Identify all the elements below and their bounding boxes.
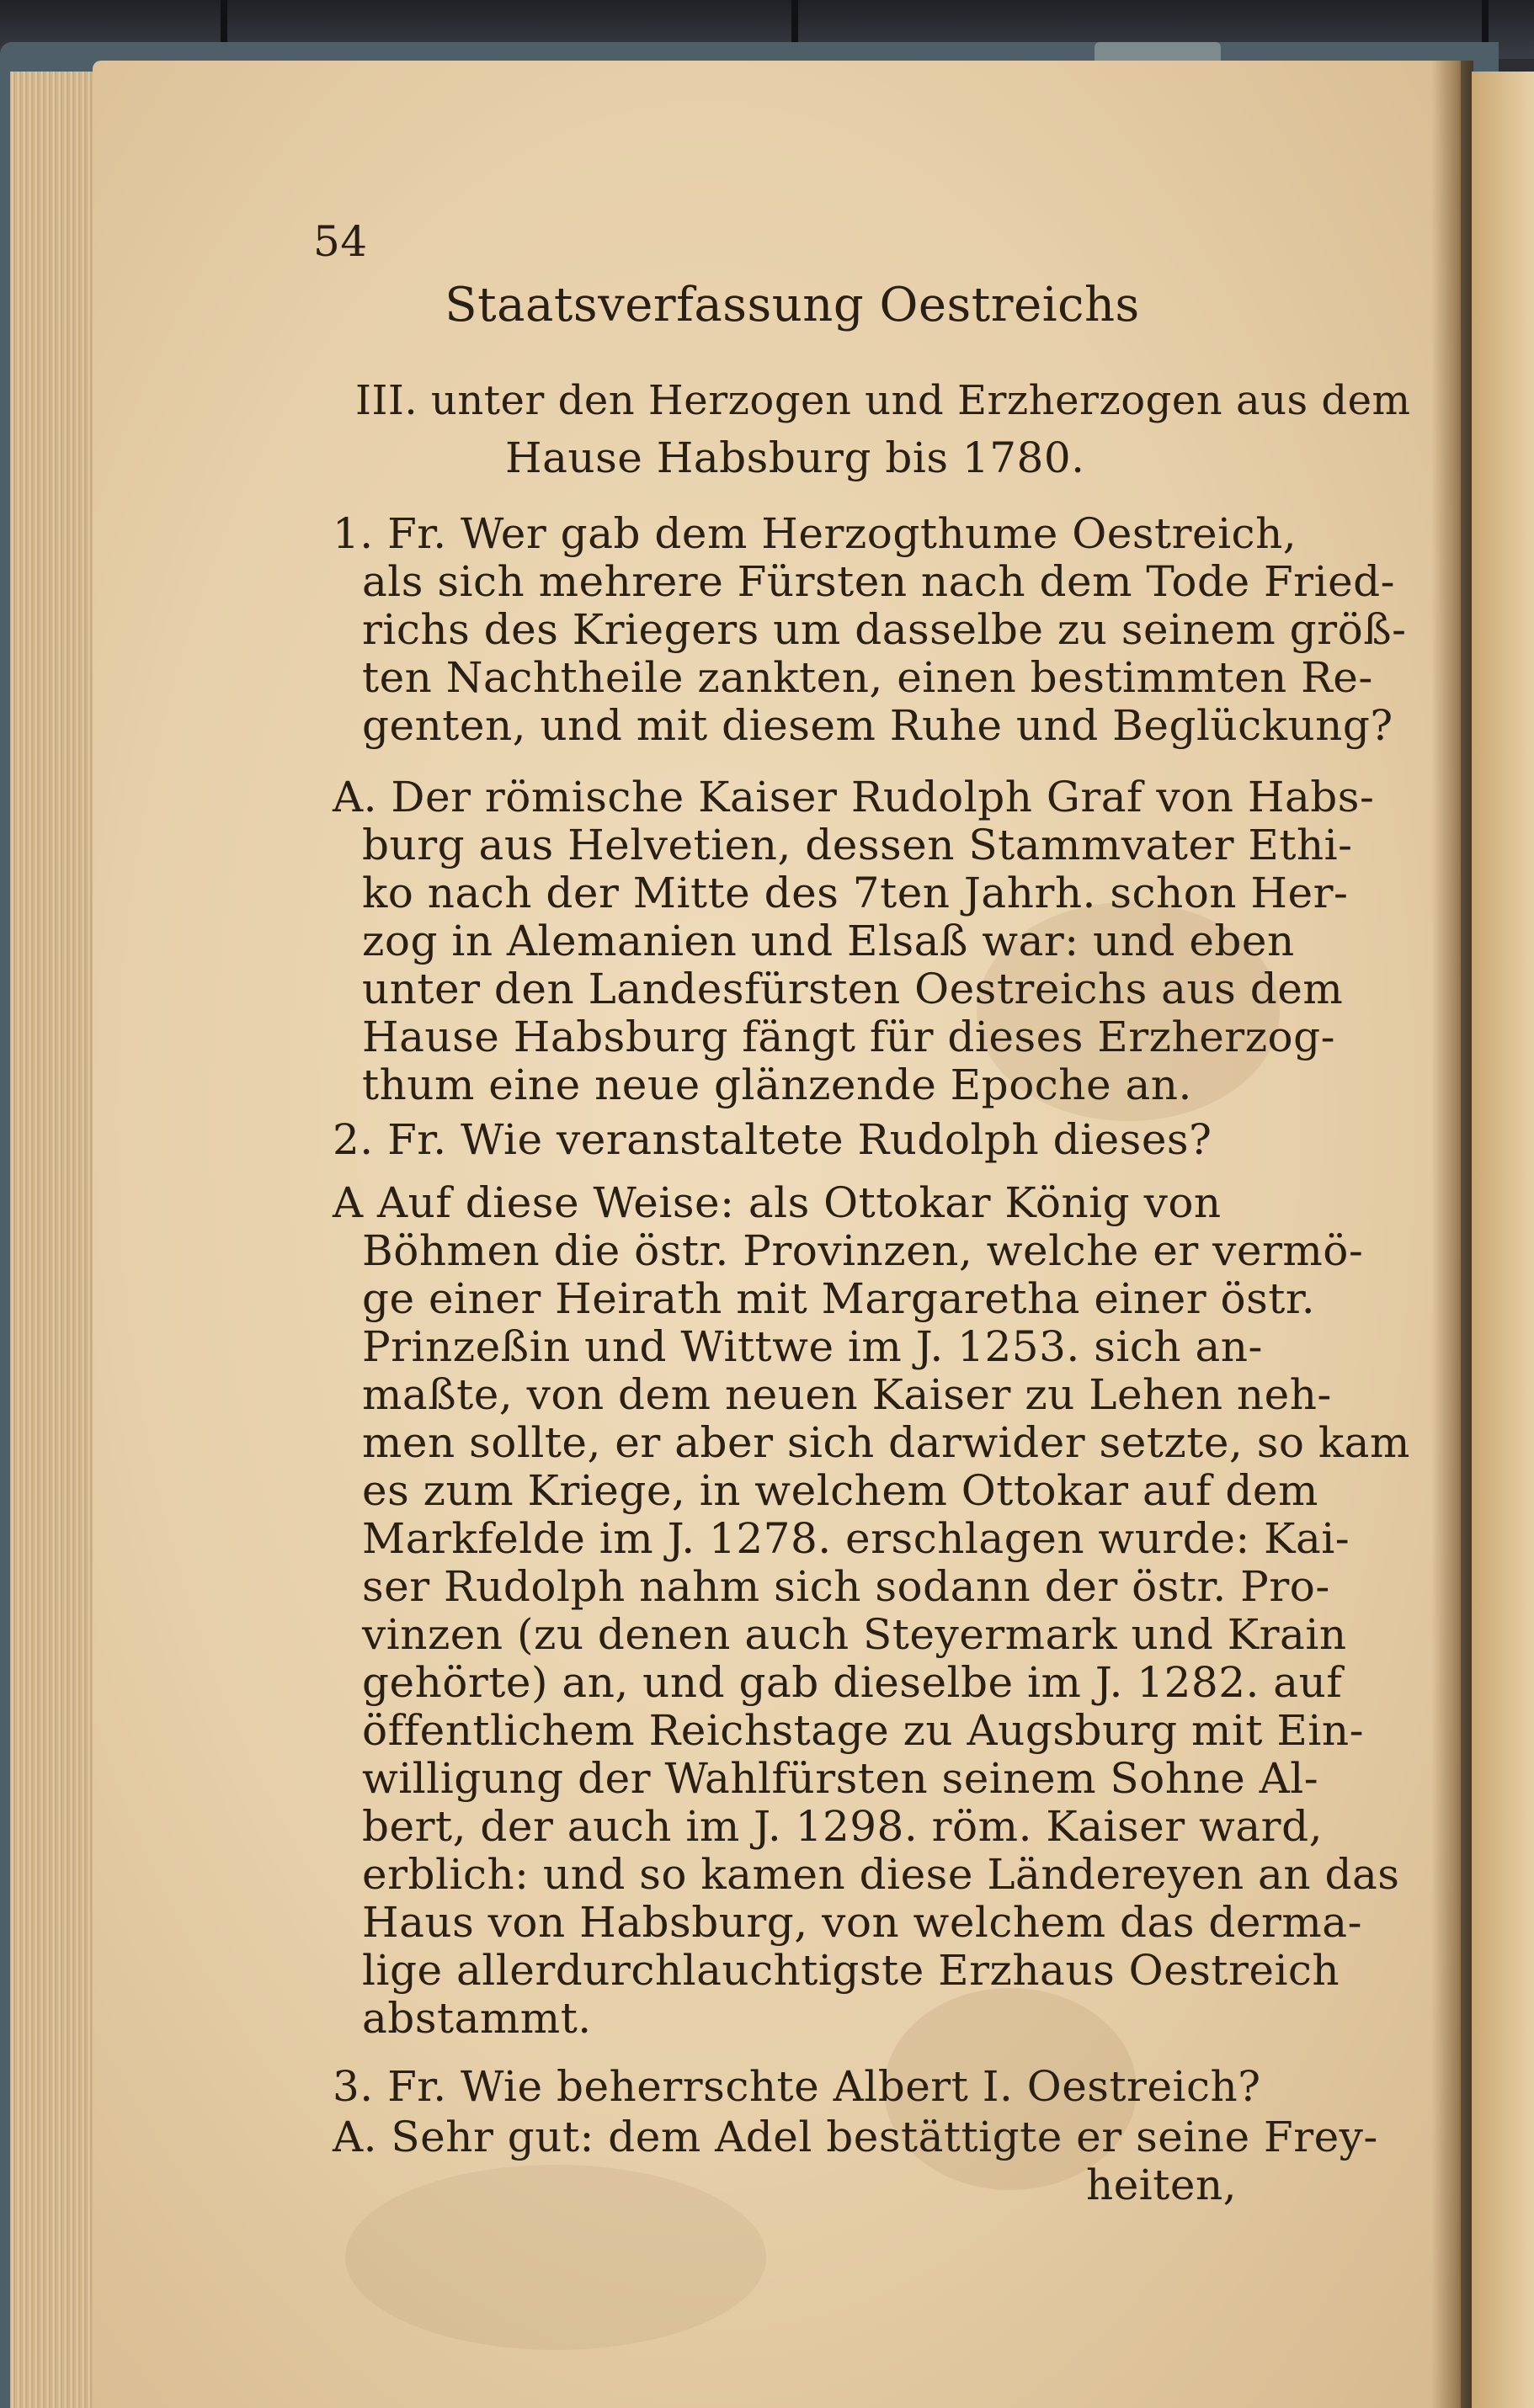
text-line: A Auf diese Weise: als Ottokar König von <box>333 1178 1222 1227</box>
text-line: thum eine neue glänzende Epoche an. <box>362 1060 1192 1109</box>
text-line: unter den Landesfürsten Oestreichs aus dem <box>362 965 1344 1013</box>
text-line: willigung der Wahlfürsten seinem Sohne Al- <box>362 1754 1319 1803</box>
text-line: men sollte, er aber sich darwider setzte, so kam <box>362 1418 1410 1467</box>
page-number: 54 <box>313 217 368 266</box>
running-title: Staatsverfassung Oestreichs <box>445 278 1140 332</box>
text-line: 3. Fr. Wie beherrschte Albert I. Oestreich? <box>333 2062 1261 2111</box>
text-line: lige allerdurchlauchtigste Erzhaus Oestreich <box>362 1946 1340 1995</box>
text-line: richs des Kriegers um dasselbe zu seinem größ- <box>362 605 1407 654</box>
text-line: vinzen (zu denen auch Steyermark und Krain <box>362 1610 1347 1659</box>
text-line: Hause Habsburg fängt für dieses Erzherzog- <box>362 1013 1336 1061</box>
background-slot <box>221 0 227 42</box>
section-heading-line-2: Hause Habsburg bis 1780. <box>505 433 1085 482</box>
text-line: öffentlichem Reichstage zu Augsburg mit Ein- <box>362 1706 1364 1755</box>
background-slot <box>1482 0 1489 42</box>
text-line: abstammt. <box>362 1994 592 2043</box>
text-line: heiten, <box>1086 2161 1238 2209</box>
section-heading-line-1: III. unter den Herzogen und Erzherzogen aus dem <box>355 377 1411 424</box>
text-line: gehörte) an, und gab dieselbe im J. 1282. auf <box>362 1658 1343 1707</box>
text-line: A. Sehr gut: dem Adel bestättigte er seine Frey- <box>333 2113 1378 2161</box>
text-line: Markfelde im J. 1278. erschlagen wurde: Kai- <box>362 1514 1350 1563</box>
paper-stain <box>345 2165 766 2350</box>
text-line: erblich: und so kamen diese Ländereyen an das <box>362 1850 1400 1899</box>
background-slot <box>791 0 798 42</box>
text-line: Prinzeßin und Wittwe im J. 1253. sich an- <box>362 1322 1263 1371</box>
text-line: burg aus Helvetien, dessen Stammvater Ethi- <box>362 821 1353 869</box>
text-line: maßte, von dem neuen Kaiser zu Lehen neh- <box>362 1370 1332 1419</box>
text-line: A. Der römische Kaiser Rudolph Graf von Habs- <box>333 773 1375 821</box>
text-line: ten Nachtheile zankten, einen bestimmten Re- <box>362 653 1373 702</box>
text-line: es zum Kriege, in welchem Ottokar auf dem <box>362 1466 1318 1515</box>
page-gutter <box>1431 61 1473 2408</box>
text-line: 2. Fr. Wie veranstaltete Rudolph dieses? <box>333 1115 1212 1164</box>
text-line: als sich mehrere Fürsten nach dem Tode Fried- <box>362 557 1396 606</box>
text-line: genten, und mit diesem Ruhe und Beglückung? <box>362 701 1393 750</box>
text-line: ge einer Heirath mit Margaretha einer östr. <box>362 1274 1316 1323</box>
facing-page-edge <box>1472 72 1534 2408</box>
text-line: bert, der auch im J. 1298. röm. Kaiser ward, <box>362 1802 1323 1851</box>
text-line: Böhmen die östr. Provinzen, welche er vermö- <box>362 1226 1364 1275</box>
text-line: Haus von Habsburg, von welchem das derma- <box>362 1898 1363 1947</box>
text-line: ko nach der Mitte des 7ten Jahrh. schon Her- <box>362 869 1349 917</box>
text-line: 1. Fr. Wer gab dem Herzogthume Oestreich, <box>333 509 1297 558</box>
text-line: ser Rudolph nahm sich sodann der östr. Pro- <box>362 1562 1330 1611</box>
text-line: zog in Alemanien und Elsaß war: und eben <box>362 917 1295 965</box>
